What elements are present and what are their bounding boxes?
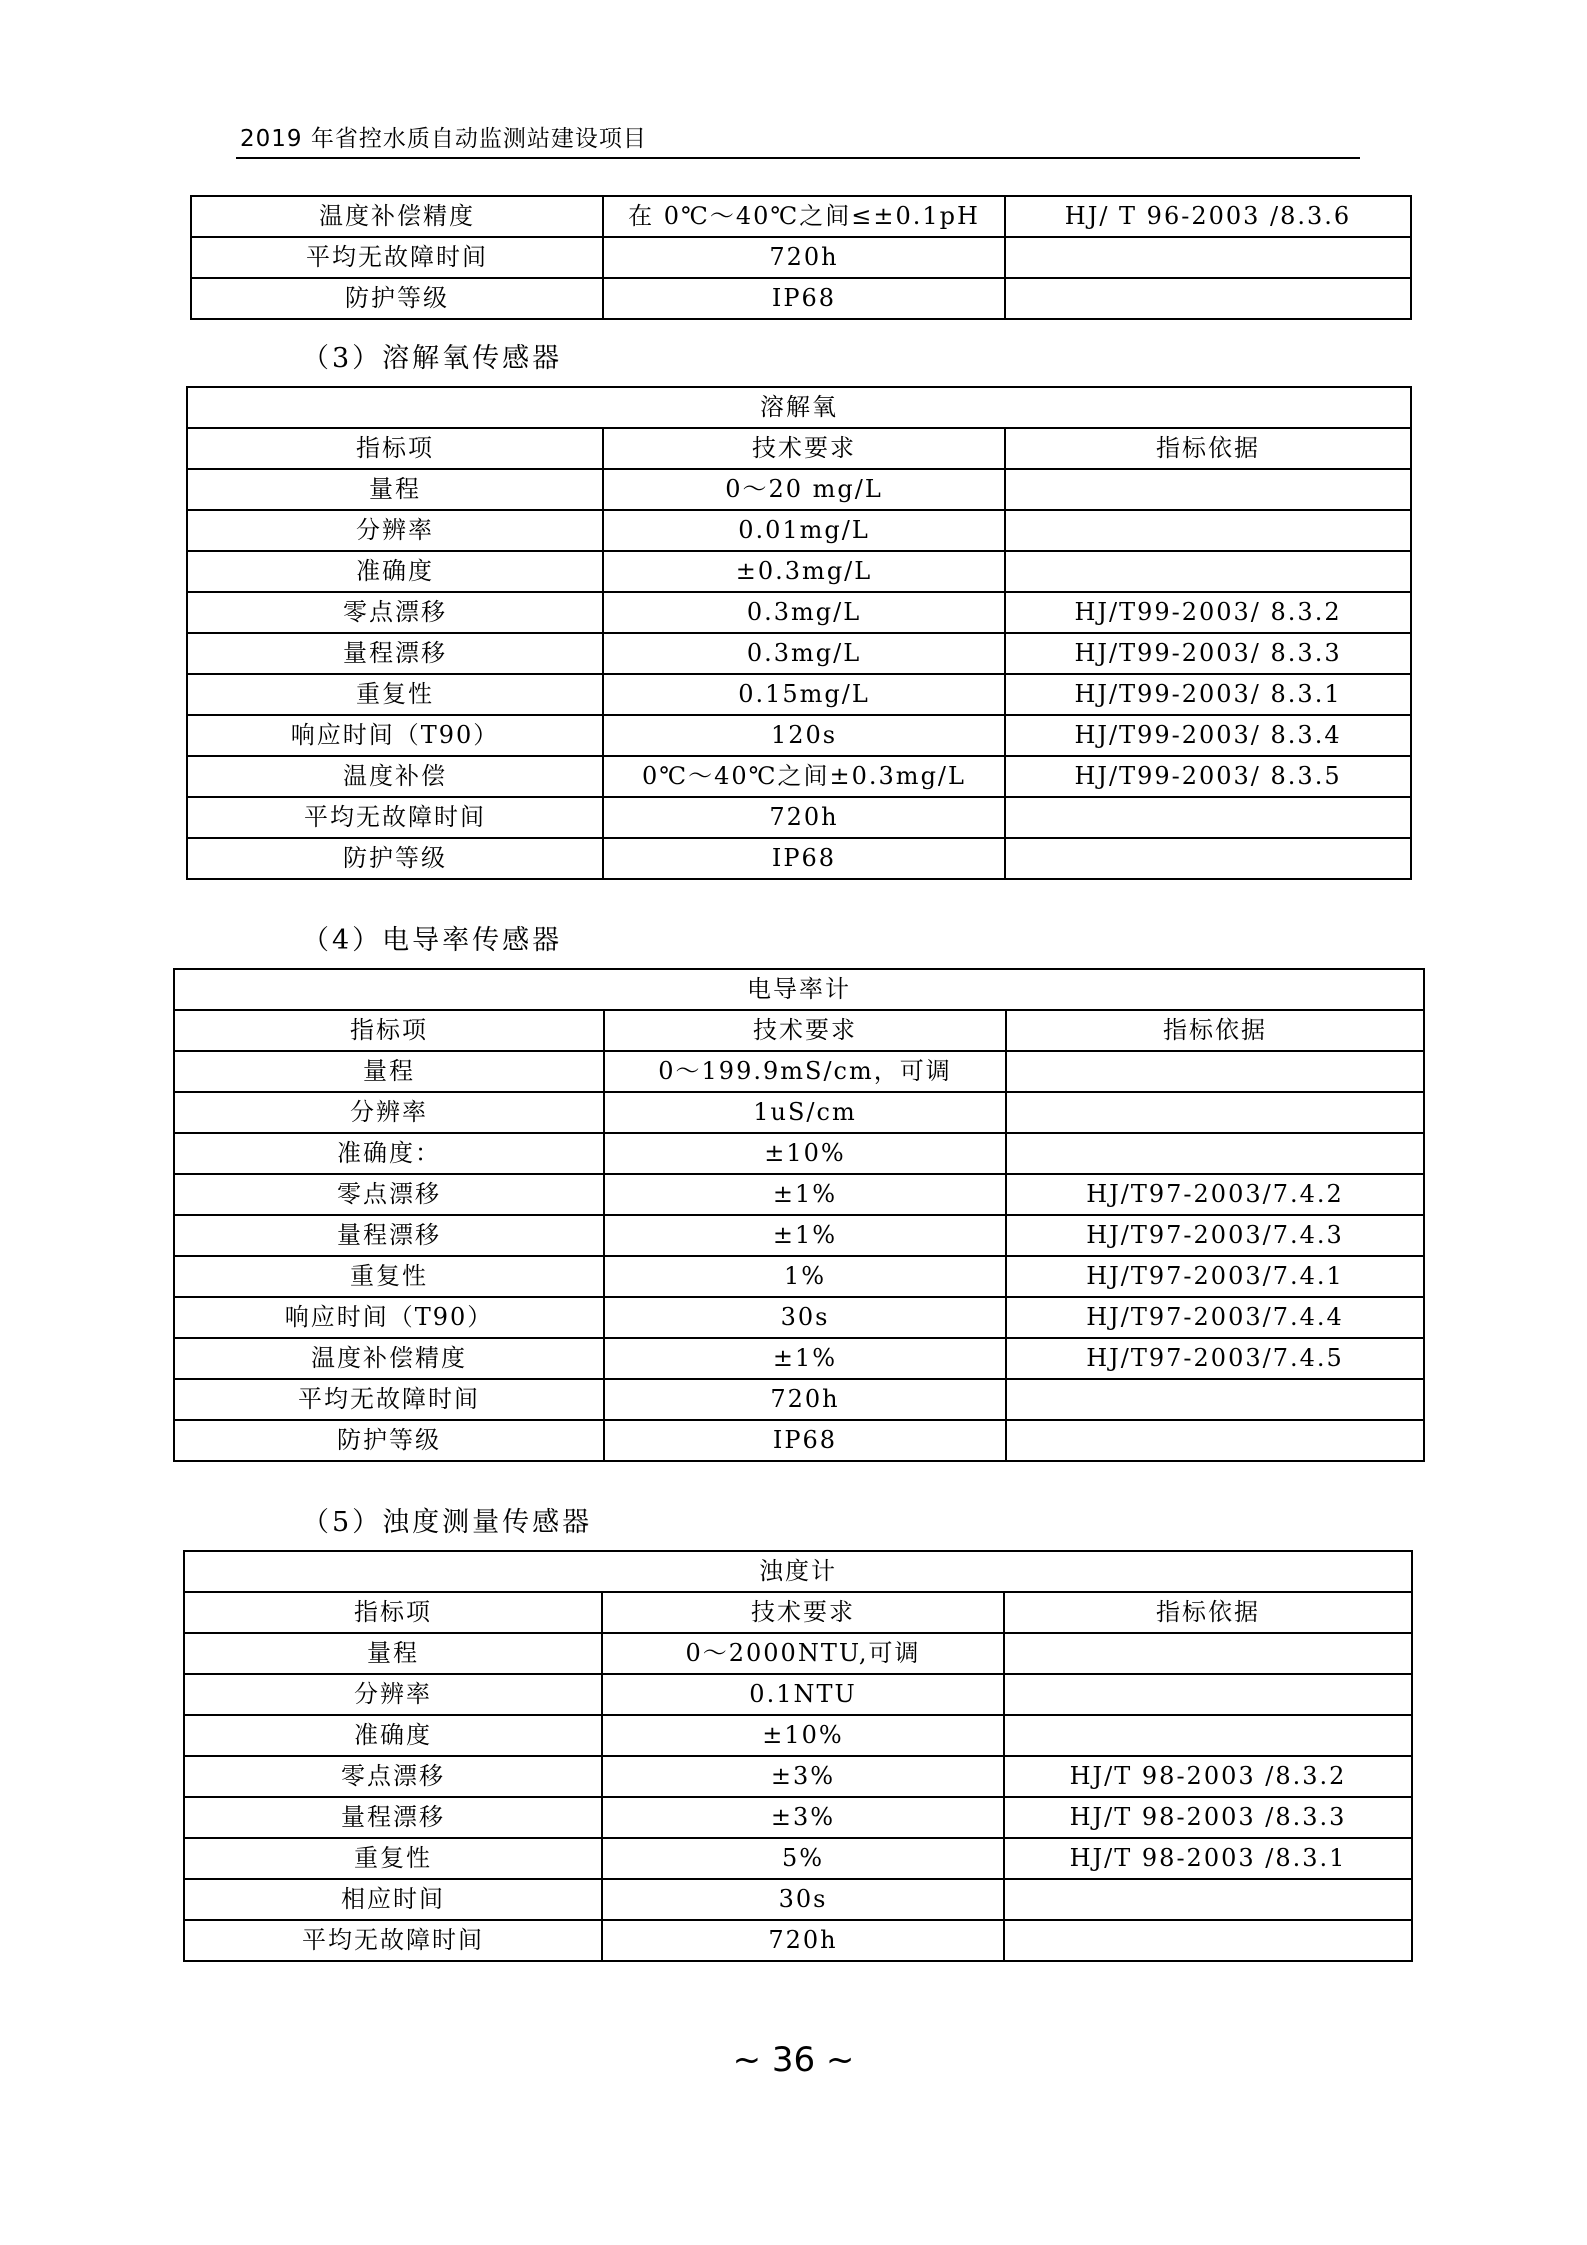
table-cell: 分辨率 (184, 1674, 602, 1715)
dissolved-oxygen-spec-table (186, 386, 1412, 880)
table-cell: 0～20 mg/L (603, 469, 1005, 510)
table-row (174, 1338, 1424, 1379)
table-cell: 平均无故障时间 (191, 237, 603, 278)
table-cell (1005, 469, 1411, 510)
table-row (191, 278, 1411, 319)
column-header: 指标依据 (1004, 1592, 1412, 1633)
column-header: 技术要求 (603, 428, 1005, 469)
table-cell: 相应时间 (184, 1879, 602, 1920)
table-cell: 30s (604, 1297, 1006, 1338)
table-cell: 零点漂移 (184, 1756, 602, 1797)
table-row (191, 196, 1411, 237)
table-row (191, 237, 1411, 278)
table-cell: HJ/T99-2003/ 8.3.5 (1005, 756, 1411, 797)
table-row (174, 1215, 1424, 1256)
table-cell: 30s (602, 1879, 1004, 1920)
table-row (174, 1133, 1424, 1174)
column-header: 技术要求 (604, 1010, 1006, 1051)
ph-spec-table-continued (190, 195, 1412, 320)
table-row (187, 715, 1411, 756)
table-cell: 0.15mg/L (603, 674, 1005, 715)
table-row (184, 1756, 1412, 1797)
table-cell: 重复性 (184, 1838, 602, 1879)
column-header: 指标项 (187, 428, 603, 469)
table-row (174, 1174, 1424, 1215)
table-cell: 准确度 (187, 551, 603, 592)
table-cell: HJ/T97-2003/7.4.5 (1006, 1338, 1424, 1379)
section-heading-turbidity: （5）浊度测量传感器 (302, 1507, 593, 1538)
table-row (174, 1297, 1424, 1338)
section-heading-conductivity: （4）电导率传感器 (302, 925, 563, 956)
table-cell (1004, 1715, 1412, 1756)
table-cell (1005, 838, 1411, 879)
table-header-row (184, 1592, 1412, 1633)
table-row (187, 510, 1411, 551)
table-cell: 720h (604, 1379, 1006, 1420)
table-row (187, 551, 1411, 592)
table-row (187, 756, 1411, 797)
table-title-row (174, 969, 1424, 1010)
table-cell: 平均无故障时间 (187, 797, 603, 838)
column-header: 指标项 (174, 1010, 604, 1051)
table-row (184, 1633, 1412, 1674)
table-cell: 温度补偿精度 (174, 1338, 604, 1379)
table-cell (1006, 1420, 1424, 1461)
table-cell: 重复性 (187, 674, 603, 715)
table-row (187, 469, 1411, 510)
table-cell: 分辨率 (174, 1092, 604, 1133)
column-header: 指标依据 (1005, 428, 1411, 469)
table-cell: ±0.3mg/L (603, 551, 1005, 592)
table-cell (1005, 551, 1411, 592)
table-cell: 1uS/cm (604, 1092, 1006, 1133)
table-row (174, 1092, 1424, 1133)
table-cell: 5% (602, 1838, 1004, 1879)
table-cell: 准确度： (174, 1133, 604, 1174)
table-title-row (184, 1551, 1412, 1592)
table-cell: ±1% (604, 1338, 1006, 1379)
table-cell: 量程 (184, 1633, 602, 1674)
table-title-row (187, 387, 1411, 428)
table-row (184, 1674, 1412, 1715)
table-cell: 720h (603, 237, 1005, 278)
table-cell: 0.1NTU (602, 1674, 1004, 1715)
table-cell: 120s (603, 715, 1005, 756)
table-cell: 量程漂移 (174, 1215, 604, 1256)
table-cell: 平均无故障时间 (184, 1920, 602, 1961)
table-cell: 零点漂移 (174, 1174, 604, 1215)
table-row (174, 1420, 1424, 1461)
table-cell: 0.3mg/L (603, 633, 1005, 674)
page-number: ~ 36 ~ (732, 2040, 855, 2080)
table-cell: 量程漂移 (184, 1797, 602, 1838)
table-cell: 720h (603, 797, 1005, 838)
table-title: 浊度计 (184, 1551, 1412, 1592)
table-cell (1006, 1092, 1424, 1133)
table-cell: HJ/T99-2003/ 8.3.4 (1005, 715, 1411, 756)
table-header-row (174, 1010, 1424, 1051)
header-divider (236, 157, 1360, 159)
table-cell: HJ/T99-2003/ 8.3.3 (1005, 633, 1411, 674)
table-cell: 分辨率 (187, 510, 603, 551)
table-row (187, 838, 1411, 879)
table-cell: 量程漂移 (187, 633, 603, 674)
table-row (184, 1797, 1412, 1838)
table-cell: 1% (604, 1256, 1006, 1297)
table-row (187, 797, 1411, 838)
table-cell: ±3% (602, 1797, 1004, 1838)
table-cell: 防护等级 (191, 278, 603, 319)
table-cell: 0～2000NTU,可调 (602, 1633, 1004, 1674)
table-cell: HJ/T 98-2003 /8.3.3 (1004, 1797, 1412, 1838)
table-cell: HJ/T97-2003/7.4.2 (1006, 1174, 1424, 1215)
table-cell: ±1% (604, 1174, 1006, 1215)
table-cell: HJ/T 98-2003 /8.3.1 (1004, 1838, 1412, 1879)
table-cell: 量程 (187, 469, 603, 510)
table-row (184, 1838, 1412, 1879)
table-cell (1005, 797, 1411, 838)
table-cell: 0℃～40℃之间±0.3mg/L (603, 756, 1005, 797)
table-cell: HJ/T99-2003/ 8.3.1 (1005, 674, 1411, 715)
table-row (184, 1715, 1412, 1756)
table-cell: ±10% (604, 1133, 1006, 1174)
table-cell (1004, 1879, 1412, 1920)
table-cell: HJ/T97-2003/7.4.1 (1006, 1256, 1424, 1297)
table-cell (1006, 1133, 1424, 1174)
table-header-row (187, 428, 1411, 469)
column-header: 指标项 (184, 1592, 602, 1633)
table-cell: 0.01mg/L (603, 510, 1005, 551)
conductivity-spec-table (173, 968, 1425, 1462)
table-cell: ±3% (602, 1756, 1004, 1797)
column-header: 技术要求 (602, 1592, 1004, 1633)
table-row (174, 1256, 1424, 1297)
table-row (187, 633, 1411, 674)
turbidity-spec-table (183, 1550, 1413, 1962)
table-cell (1005, 278, 1411, 319)
table-cell: HJ/T99-2003/ 8.3.2 (1005, 592, 1411, 633)
table-row (184, 1920, 1412, 1961)
table-cell: 零点漂移 (187, 592, 603, 633)
table-row (174, 1379, 1424, 1420)
table-row (187, 674, 1411, 715)
column-header: 指标依据 (1006, 1010, 1424, 1051)
table-cell: IP68 (603, 838, 1005, 879)
section-heading-dissolved-oxygen: （3）溶解氧传感器 (302, 343, 563, 374)
table-cell (1005, 237, 1411, 278)
table-title: 电导率计 (174, 969, 1424, 1010)
table-cell (1006, 1051, 1424, 1092)
table-cell (1004, 1633, 1412, 1674)
table-cell: 响应时间（T90） (174, 1297, 604, 1338)
table-cell: 准确度 (184, 1715, 602, 1756)
table-cell: 在 0℃～40℃之间≤±0.1pH (603, 196, 1005, 237)
table-cell (1004, 1674, 1412, 1715)
table-cell: 720h (602, 1920, 1004, 1961)
table-cell: 重复性 (174, 1256, 604, 1297)
table-row (184, 1879, 1412, 1920)
table-cell: HJ/T 98-2003 /8.3.2 (1004, 1756, 1412, 1797)
table-cell: 温度补偿精度 (191, 196, 603, 237)
table-row (174, 1051, 1424, 1092)
header-title: 2019 年省控水质自动监测站建设项目 (240, 126, 647, 152)
table-cell: ±1% (604, 1215, 1006, 1256)
table-cell: 防护等级 (187, 838, 603, 879)
table-cell: 防护等级 (174, 1420, 604, 1461)
table-cell: 0～199.9mS/cm，可调 (604, 1051, 1006, 1092)
table-title: 溶解氧 (187, 387, 1411, 428)
table-cell: 响应时间（T90） (187, 715, 603, 756)
table-cell (1005, 510, 1411, 551)
table-cell: IP68 (604, 1420, 1006, 1461)
table-cell: HJ/ T 96-2003 /8.3.6 (1005, 196, 1411, 237)
table-cell: IP68 (603, 278, 1005, 319)
table-cell: HJ/T97-2003/7.4.4 (1006, 1297, 1424, 1338)
table-cell: 平均无故障时间 (174, 1379, 604, 1420)
table-cell (1006, 1379, 1424, 1420)
table-cell (1004, 1920, 1412, 1961)
table-cell: ±10% (602, 1715, 1004, 1756)
table-cell: HJ/T97-2003/7.4.3 (1006, 1215, 1424, 1256)
table-cell: 温度补偿 (187, 756, 603, 797)
table-cell: 量程 (174, 1051, 604, 1092)
table-cell: 0.3mg/L (603, 592, 1005, 633)
table-row (187, 592, 1411, 633)
